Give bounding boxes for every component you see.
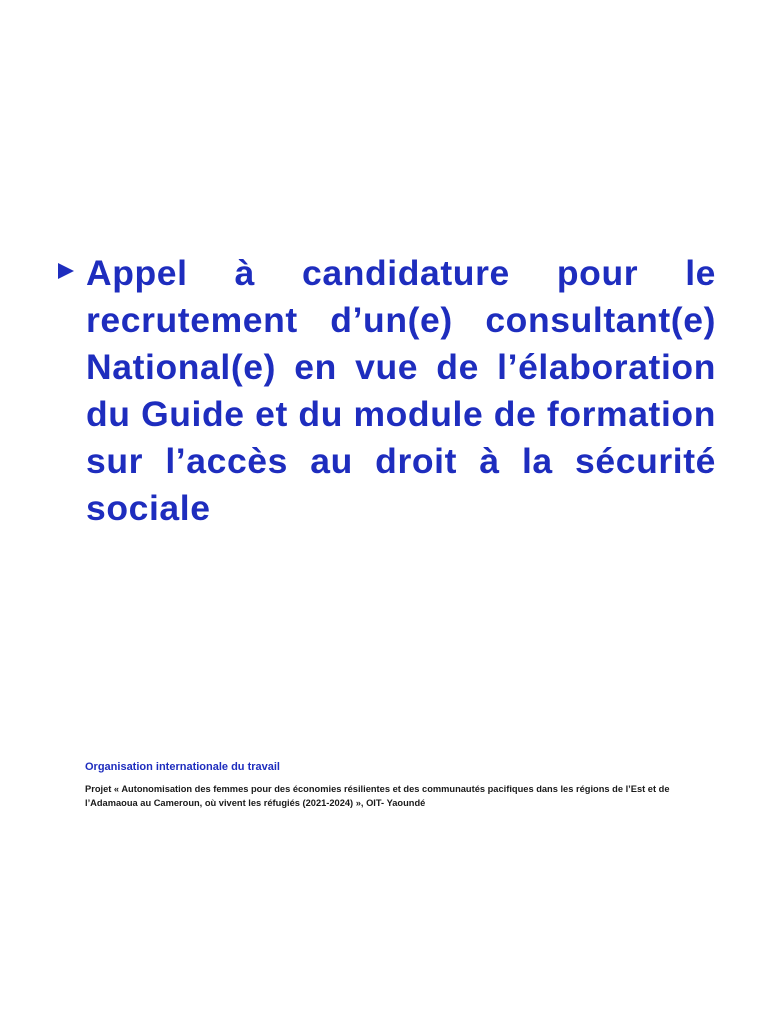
organization-name: Organisation internationale du travail <box>85 761 280 773</box>
project-description: Projet « Autonomisation des femmes pour des économies résilientes et des communautés pacifiques dans les régions de l’Est et de l’Adamaoua au Cameroun, où vivent les réfugiés (2021-2024) », OIT- Yaoundé <box>85 784 670 808</box>
triangle-right-icon <box>58 263 74 279</box>
document-title: Appel à candidature pour le recrutement d’un(e) consultant(e) National(e) en vue de l’élaboration du Guide et du module de formation sur l’accès au droit à la sécurité sociale <box>86 253 716 528</box>
